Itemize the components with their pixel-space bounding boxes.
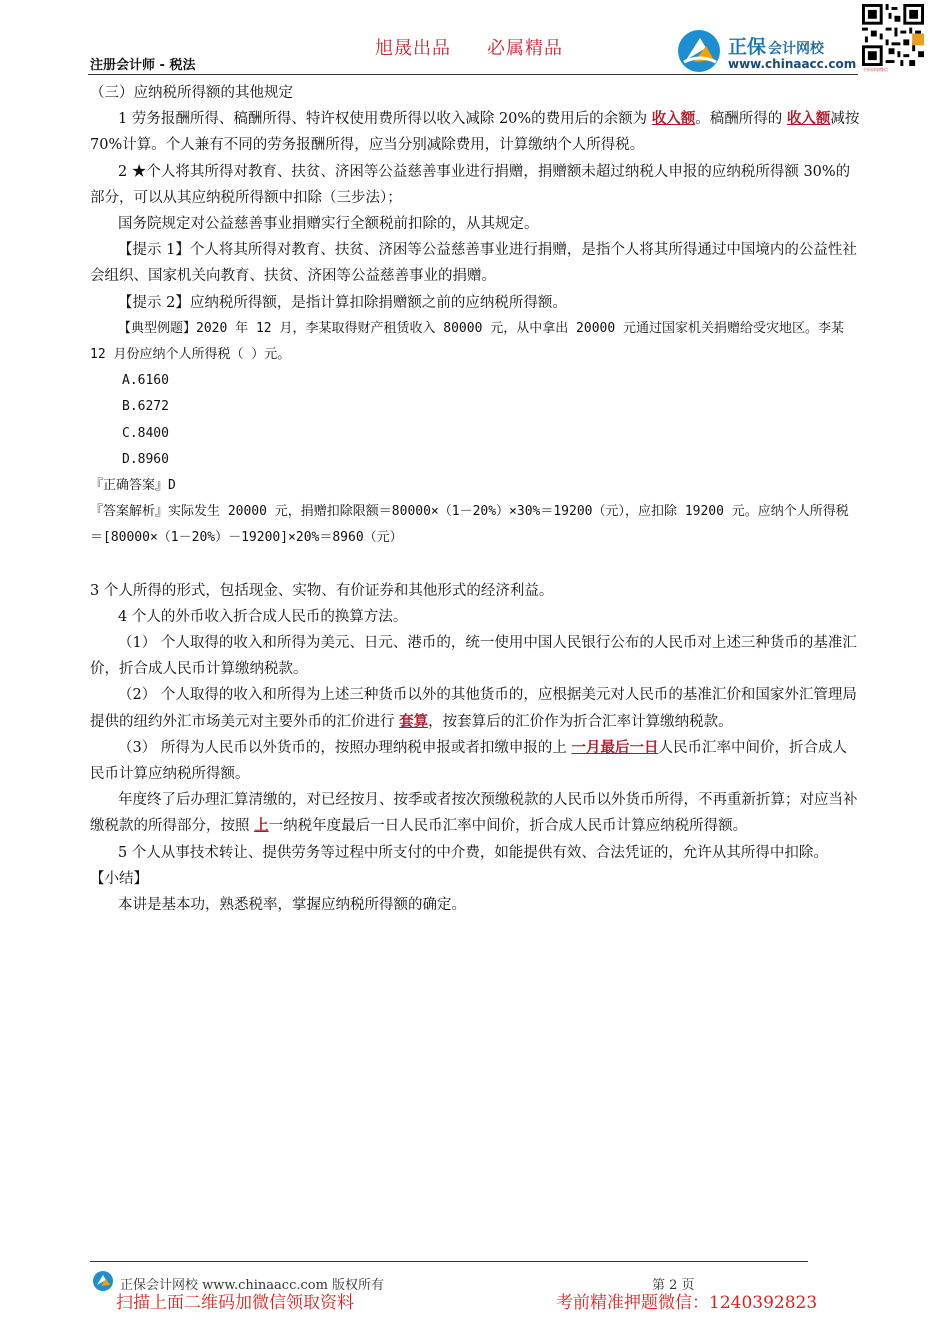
spacer <box>90 552 860 578</box>
keyword-last-day: 一月最后一日 <box>571 738 659 756</box>
answer-analysis: 『答案解析』实际发生 20000 元，捐赠扣除限额＝80000×（1－20%）×30%＝19200（元），应扣除 19200 元。应纳个人所得税＝[80000×（1－20%）－19200]×20%＝8960（元） <box>90 504 849 546</box>
paragraph-7: （2） 个人取得的收入和所得为上述三种货币以外的其他货币的，应根据美元对人民币的基准汇价和国家外汇管理局提供的纽约外汇市场美元对主要外币的汇价进行 套算，按套算后的汇价作为折合汇率计算缴纳税款。 <box>90 687 857 730</box>
option-a: A.6160 <box>122 373 169 389</box>
paragraph-4: 3 个人所得的形式，包括现金、实物、有价证券和其他形式的经济利益。 <box>90 582 554 599</box>
promo-left: 扫描上面二维码加微信领取资料 <box>116 1293 354 1313</box>
paragraph-1: 1 劳务报酬所得、稿酬所得、特许权使用费所得以收入减除 20%的费用后的余额为 收入额。稿酬所得的 收入额减按 70%计算。个人兼有不同的劳务报酬所得，应当分别减除费用，计算缴纳个人所得税。 <box>90 110 860 154</box>
option-d: D.8960 <box>122 451 169 467</box>
slogan-right: 必属精品 <box>487 38 563 59</box>
option-c: C.8400 <box>122 425 169 441</box>
page-number: 第 2 页 <box>652 1278 695 1293</box>
document-body <box>90 80 860 918</box>
footer-copyright: 正保会计网校 www.chinaacc.com 版权所有 <box>120 1278 385 1293</box>
header-slogan <box>375 34 563 60</box>
summary-text: 本讲是基本功，熟悉税率，掌握应纳税所得额的确定。 <box>118 897 466 914</box>
footer-logo-icon <box>92 1270 114 1292</box>
slogan-left: 旭晟出品 <box>375 38 451 59</box>
paragraph-10: 5 个人从事技术转让、提供劳务等过程中所支付的中介费，如能提供有效、合法凭证的，允许从其所得中扣除。 <box>118 844 828 861</box>
header-divider <box>88 74 858 75</box>
qr-code-icon[interactable] <box>862 4 924 66</box>
keyword-income-2: 收入额 <box>786 110 831 128</box>
qr-note: 扫码添加微信 <box>864 67 888 72</box>
promo-right: 考前精准押题微信：1240392823 <box>556 1293 818 1313</box>
summary-title: 【小结】 <box>90 870 148 887</box>
keyword-previous: 上 <box>254 817 269 835</box>
paragraph-5: 4 个人的外币收入折合成人民币的换算方法。 <box>118 608 408 625</box>
correct-answer: 『正确答案』D <box>90 478 176 494</box>
section-heading: （三）应纳税所得额的其他规定 <box>90 85 293 101</box>
paragraph-2: 2 ★个人将其所得对教育、扶贫、济困等公益慈善事业进行捐赠，捐赠额未超过纳税人申报的应纳税所得额 30%的部分，可以从其应纳税所得额中扣除（三步法）； <box>90 163 851 206</box>
paragraph-6: （1） 个人取得的收入和所得为美元、日元、港币的，统一使用中国人民银行公布的人民币对上述三种货币的基准汇价，折合成人民币计算缴纳税款。 <box>90 635 857 678</box>
footer-divider <box>90 1261 808 1262</box>
example-question: 【典型例题】2020 年 12 月，李某取得财产租赁收入 80000 元，从中拿出 20000 元通过国家机关捐赠给受灾地区。李某 12 月份应纳个人所得税（ ）元。 <box>90 320 845 363</box>
paragraph-8: （3） 所得为人民币以外货币的，按照办理纳税申报或者扣缴申报的上 一月最后一日人民币汇率中间价，折合成人民币计算应纳税所得额。 <box>90 738 847 783</box>
keyword-income: 收入额 <box>651 110 696 128</box>
keyword-cross-rate: 套算 <box>399 712 429 730</box>
tip-1: 【提示 1】个人将其所得对教育、扶贫、济困等公益慈善事业进行捐赠，是指个人将其所得通过中国境内的公益性社会组织、国家机关向教育、扶贫、济困等公益慈善事业的捐赠。 <box>90 242 857 285</box>
brand-emblem-icon <box>676 28 724 74</box>
logo-url: www.chinaacc.com <box>728 57 857 71</box>
brand-logo[interactable] <box>676 28 861 74</box>
paragraph-3: 国务院规定对公益慈善事业捐赠实行全额税前扣除的，从其规定。 <box>118 216 539 233</box>
option-b: B.6272 <box>122 399 169 415</box>
paragraph-9: 年度终了后办理汇算清缴的，对已经按月、按季或者按次预缴税款的人民币以外货币所得，不再重新折算；对应当补缴税款的所得部分，按照 上一纳税年度最后一日人民币汇率中间价，折合成人民币计算应纳税所得额。 <box>90 792 858 835</box>
tip-2: 【提示 2】应纳税所得额，是指计算扣除捐赠额之前的应纳税所得额。 <box>118 294 567 311</box>
logo-name: 正保 <box>728 36 767 58</box>
logo-sub: 会计网校 <box>768 41 825 57</box>
course-title: 注册会计师 - 税法 <box>90 58 196 73</box>
